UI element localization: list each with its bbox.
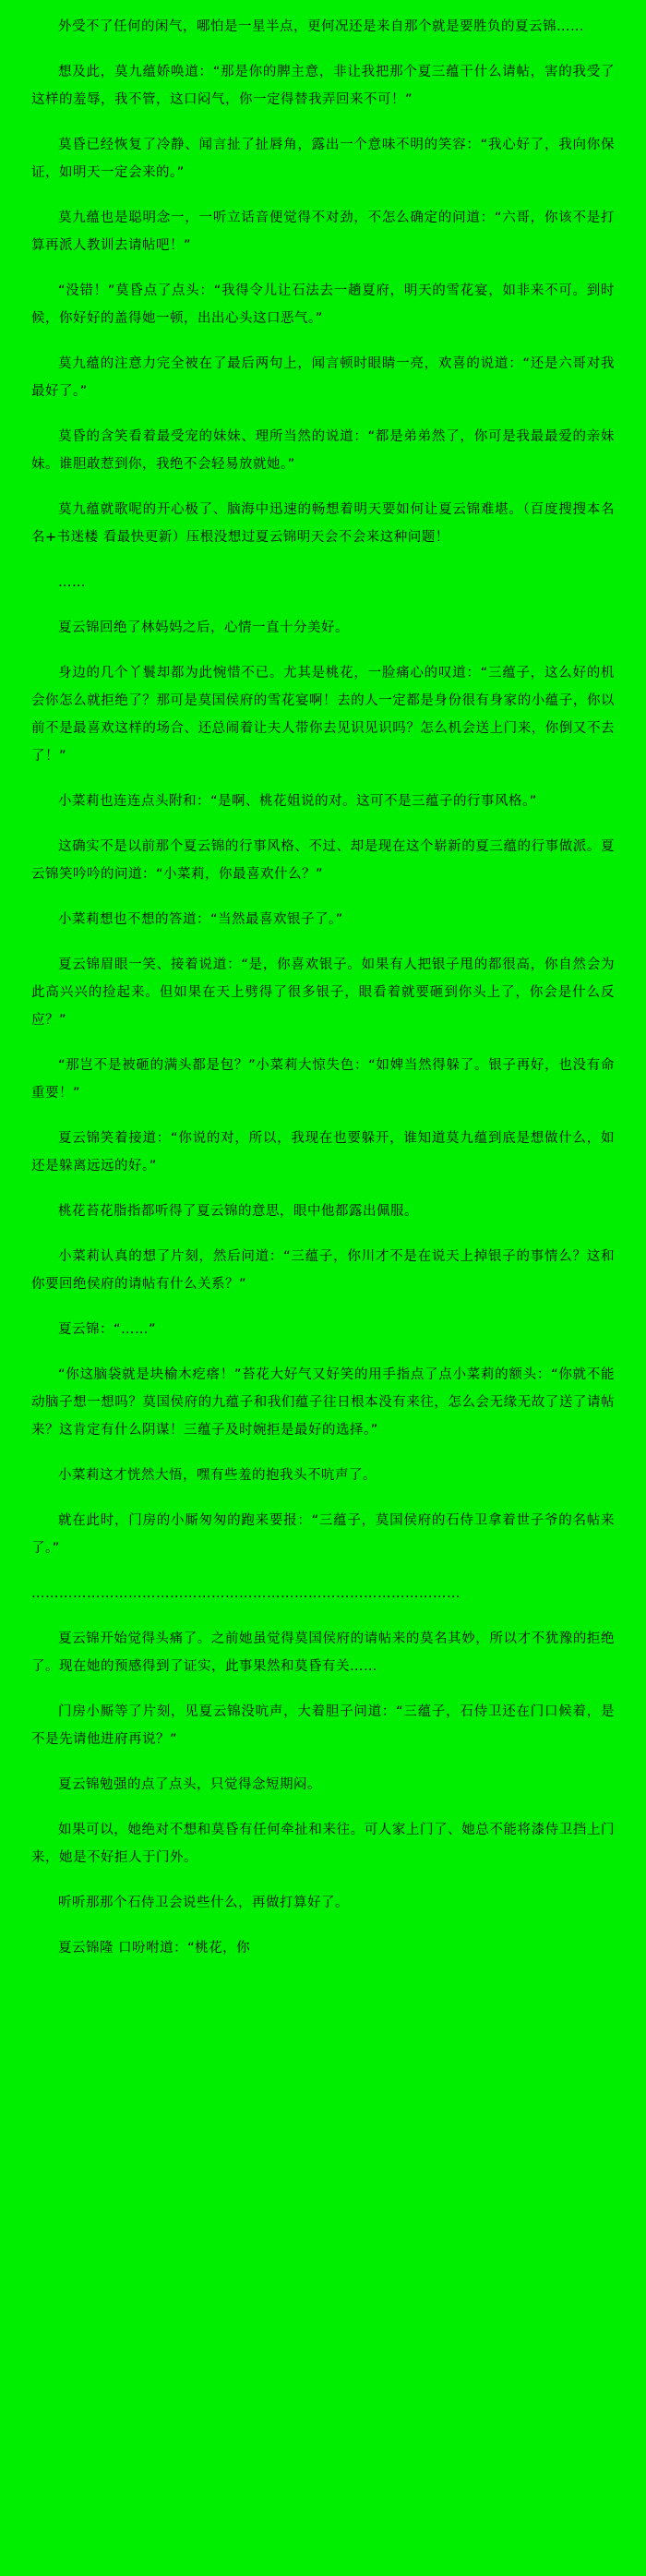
paragraph: 莫九蕴的注意力完全被在了最后两句上，闻言顿时眼睛一亮，欢喜的说道：“还是六哥对我最好了。” [31, 356, 615, 399]
paragraph: 夏云锦勉强的点了点头，只觉得念短期闷。 [58, 1777, 321, 1792]
paragraph: 夏云锦眉眼一笑、接着说道：“是，你喜欢银子。如果有人把银子甩的都很高，你自然会为此高兴兴的捡起来。但如果在天上劈得了很多银子，眼看着就要砸到你头上了，你会是什么反应？” [31, 957, 615, 1028]
paragraph: 就在此时，门房的小厮匆匆的跑来要报：“三蕴子，莫国侯府的石侍卫拿着世子爷的名帖来了。” [31, 1513, 615, 1556]
paragraph: 夏云锦：“……” [58, 1322, 157, 1337]
paragraph: 莫昏已经恢复了冷静、闻言扯了扯唇角，露出一个意味不明的笑容：“我心好了，我向你保证，如明天一定会来的。” [31, 138, 615, 180]
paragraph: 听听那那个石侍卫会说些什么，再做打算好了。 [58, 1896, 349, 1910]
section-separator: ………………………………………………………………………………… [31, 1586, 461, 1601]
paragraph: 夏云锦回绝了林妈妈之后，心情一直十分美好。 [58, 620, 349, 635]
paragraph: “你这脑袋就是块榆木疙瘩！”苔花大好气又好笑的用手指点了点小菜莉的额头：“你就不能动脑子想一想吗？莫国侯府的九蕴子和我们蕴子往日根本没有来往，怎么会无缘无故了送了请帖来？这肯定有什么阴谋！三蕴子及时婉拒是最好的选择。” [31, 1367, 615, 1438]
paragraph: “没错！”莫昏点了点头：“我得令儿让石法去一趟夏府，明天的雪花宴，如非来不可。到时候，你好好的盖得她一顿，出出心头这口恶气。” [31, 283, 615, 326]
paragraph: 莫九蕴就歌呢的开心极了、脑海中迅速的畅想着明天要如何让夏云锦难堪。（百度搜搜本名名+书迷楼 看最快更新）压根没想过夏云锦明天会不会来这种问题！ [31, 502, 615, 545]
paragraph: 桃花苔花脂指都听得了夏云锦的意思，眼中他都露出佩服。 [58, 1204, 418, 1219]
paragraph: 身边的几个丫鬟却都为此惋惜不已。尤其是桃花，一脸痛心的叹道：“三蕴子，这么好的机会你怎么就拒绝了？那可是莫国侯府的雪花宴啊！去的人一定都是身份很有身家的小蕴子，你以前不是最喜欢这样的场合、还总闹着让夫人带你去见识见识吗？怎么机会送上门来，你倒又不去了！” [31, 666, 615, 764]
paragraph: 莫九蕴也是聪明念一，一听立话音便觉得不对劲，不怎么确定的问道：“六哥，你该不是打算再派人教训去请帖吧！” [31, 211, 615, 253]
paragraph: 这确实不是以前那个夏云锦的行事风格、不过、却是现在这个崭新的夏三蕴的行事做派。夏云锦笑吟吟的问道：“小菜莉，你最喜欢什么？” [31, 839, 615, 882]
paragraph: 门房小厮等了片刻，见夏云锦没吭声，大着胆子问道：“三蕴子，石侍卫还在门口候着，是不是先请他进府再说？” [31, 1704, 615, 1747]
paragraph: 小菜莉想也不想的答道：“当然最喜欢银子了。” [58, 912, 343, 927]
section-separator: …… [58, 575, 86, 590]
paragraph: 小菜莉这才恍然大悟，嘿有些羞的抱我头不吭声了。 [58, 1468, 377, 1483]
paragraph: 如果可以，她绝对不想和莫昏有任何牵扯和来往。可人家上门了、她总不能将漆侍卫挡上门来，她是不好拒人于门外。 [31, 1823, 615, 1865]
paragraph: “那岂不是被砸的满头都是包？”小菜莉大惊失色：“如婢当然得躲了。银子再好，也没有命重要！” [31, 1058, 615, 1101]
paragraph: 外受不了任何的闲气，哪怕是一星半点，更何况还是来自那个就是要胜负的夏云锦…… [58, 19, 584, 34]
paragraph: 夏云锦笑着接道：“你说的对，所以，我现在也要躲开，谁知道莫九蕴到底是想做什么，如还是躲离远远的好。” [31, 1131, 615, 1174]
paragraph: 小菜莉也连连点头附和：“是啊、桃花姐说的对。这可不是三蕴子的行事风格。” [58, 794, 537, 809]
paragraph: 夏云锦开始觉得头痛了。之前她虽觉得莫国侯府的请帖来的莫名其妙，所以才不犹豫的拒绝了。现在她的预感得到了证实，此事果然和莫昏有关…… [31, 1631, 615, 1674]
paragraph: 想及此，莫九蕴娇唤道：“那是你的脾主意，非让我把那个夏三蕴干什么请帖，害的我受了这样的羞辱，我不管，这口闷气，你一定得替我弄回来不可！” [31, 65, 615, 107]
paragraph: 莫昏的含笑看着最受宠的妹妹、理所当然的说道：“都是弟弟然了，你可是我最最爱的亲妹妹。谁胆敢惹到你，我绝不会轻易放就她。” [31, 429, 615, 472]
paragraph: 小菜莉认真的想了片刻，然后问道：“三蕴子，你川才不是在说天上掉银子的事情么？这和你要回绝侯府的请帖有什么关系？” [31, 1249, 615, 1292]
paragraph: 夏云锦隆 口吩咐道：“桃花，你 [58, 1941, 251, 1956]
